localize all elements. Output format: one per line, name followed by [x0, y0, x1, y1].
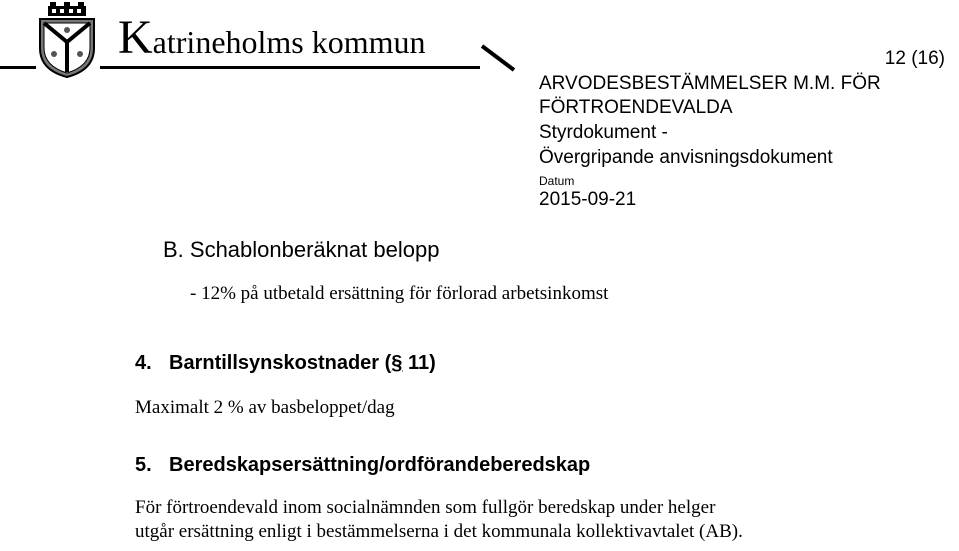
section-4-title-end: 11) [402, 352, 436, 374]
section-5-number: 5. [135, 454, 152, 476]
section-4-title-start: Barntillsynskostnader ( [169, 352, 392, 374]
section-4-text: Maximalt 2 % av basbeloppet/dag [135, 397, 395, 418]
section-4-number: 4. [135, 352, 152, 374]
organization-name-initial: K [118, 11, 153, 64]
section-5-heading [135, 454, 590, 477]
section-5-text [135, 496, 743, 544]
date-label: Datum [539, 174, 575, 188]
section-5-title: Beredskapsersättning/ordförandeberedskap [169, 454, 591, 476]
date-value: 2015-09-21 [539, 189, 637, 210]
header-rule-left [0, 66, 36, 69]
header-rule-right [100, 66, 480, 69]
page-number: 12 (16) [884, 48, 945, 69]
coat-of-arms-icon [36, 2, 98, 78]
document-title: ARVODESBESTÄMMELSER M.M. FÖR FÖRTROENDEVALDA [539, 73, 881, 118]
section-b-heading: B. Schablonberäknat belopp [163, 237, 440, 262]
paragraph-symbol: § [391, 352, 403, 374]
section-5-line-2: utgår ersättning enligt i bestämmelserna i det kommunala kollektivavtalet (AB). [135, 521, 743, 542]
organization-name-rest: atrineholms kommun [152, 24, 426, 60]
section-4-heading [135, 352, 436, 375]
document-info [539, 72, 939, 212]
document-type-line-2: Övergripande anvisningsdokument [539, 147, 833, 168]
header-slash-decoration [480, 40, 520, 72]
section-5-line-1: För förtroendevald inom socialnämnden som fullgör beredskap under helger [135, 497, 716, 518]
organization-name [118, 11, 426, 64]
bullet-item: - 12% på utbetald ersättning för förlorad arbetsinkomst [190, 283, 609, 304]
document-type-line-1: Styrdokument - [539, 122, 668, 143]
